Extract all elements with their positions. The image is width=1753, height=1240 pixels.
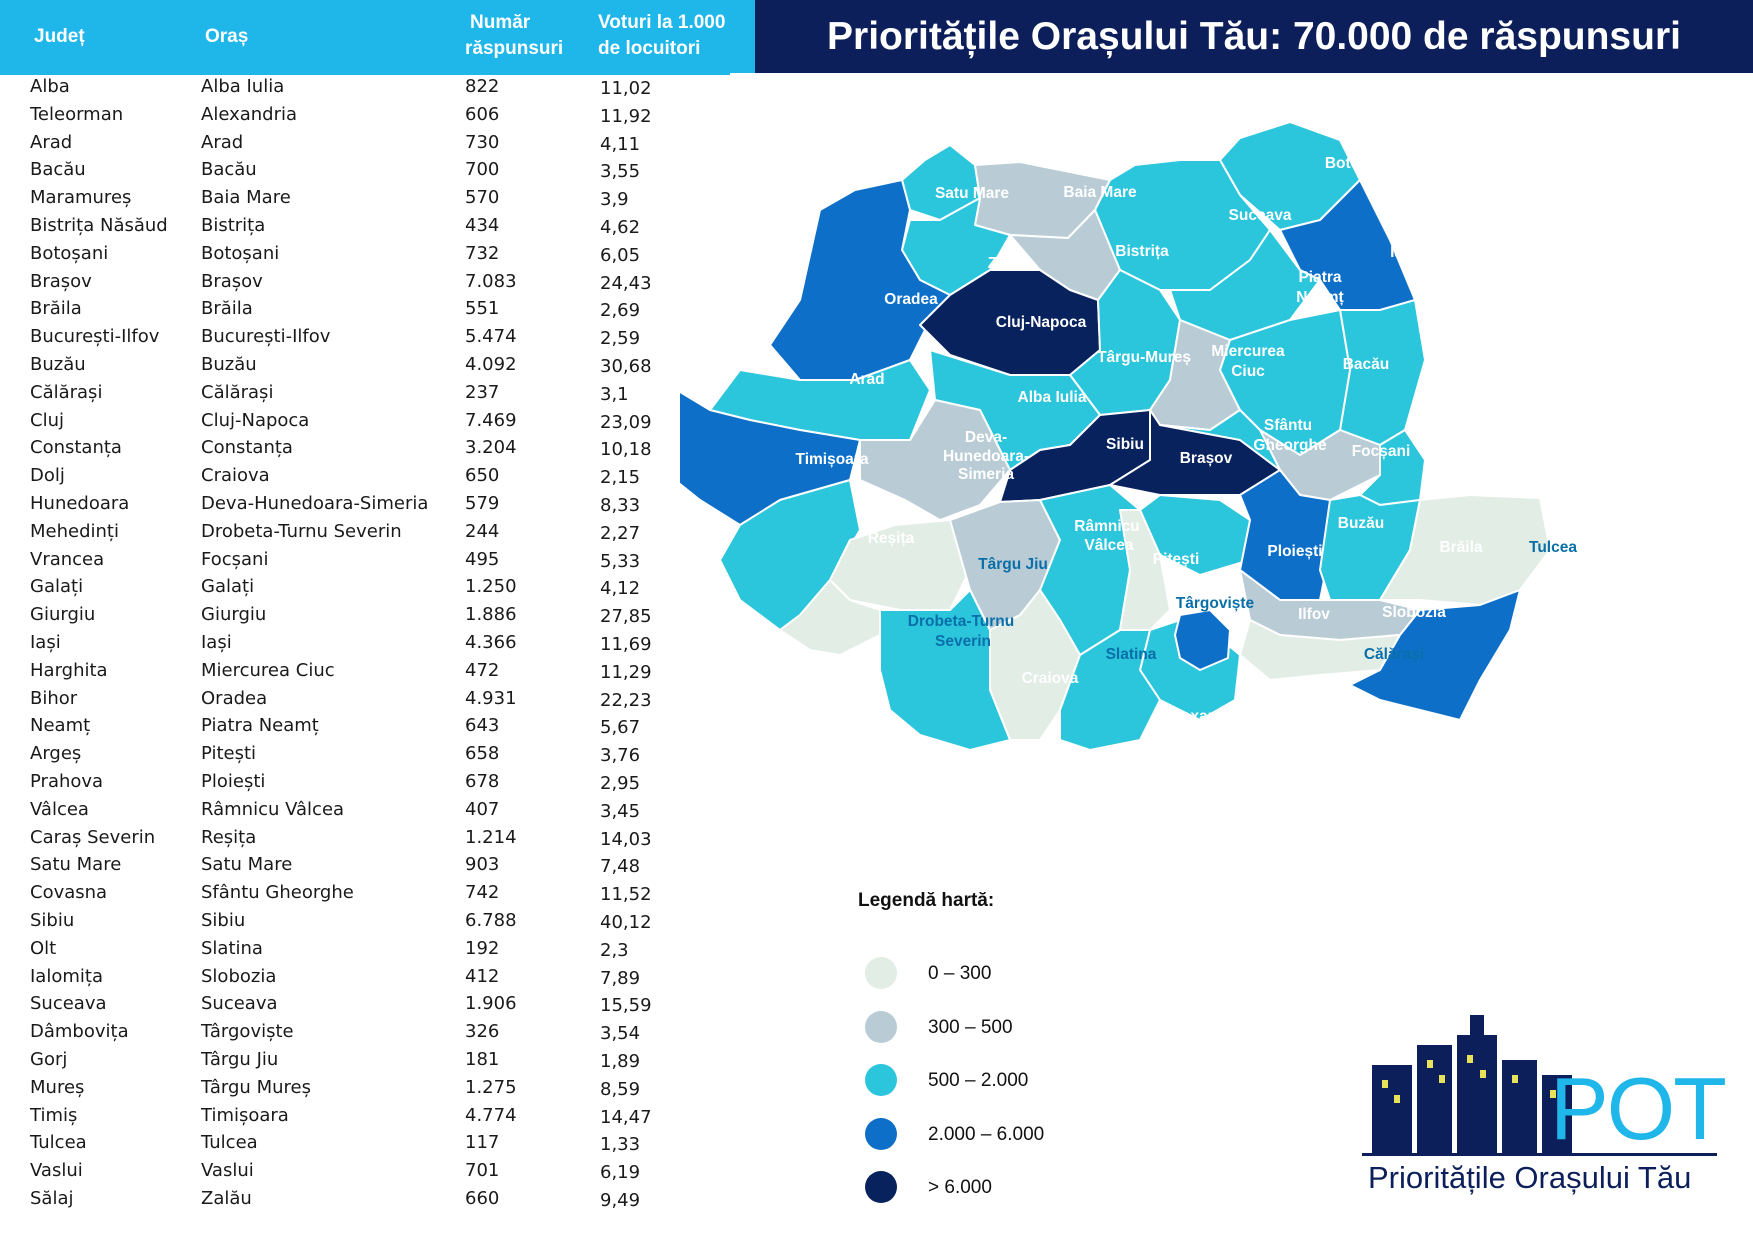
label-targu-mures: Târgu-Mureș xyxy=(1097,349,1191,366)
cell-voturi: 7,48 xyxy=(600,856,641,878)
cell-numar: 1.906 xyxy=(465,993,517,1015)
cell-voturi: 4,12 xyxy=(600,578,641,600)
cell-oras: Baia Mare xyxy=(201,187,291,209)
table-row xyxy=(0,295,755,323)
cell-numar: 903 xyxy=(465,854,500,876)
cell-numar: 434 xyxy=(465,215,500,236)
cell-judet: Timiș xyxy=(30,1104,78,1126)
cell-oras: Brașov xyxy=(201,270,263,292)
legend-title: Legendă hartă: xyxy=(858,890,995,911)
label-giurgiu: Giurgiu xyxy=(1240,679,1296,696)
label-targu-jiu: Târgu Jiu xyxy=(978,556,1048,573)
cell-numar: 1.886 xyxy=(465,604,517,626)
label-iasi: Iași xyxy=(1390,244,1416,261)
col-numar-header-line2: răspunsuri xyxy=(465,38,564,59)
cell-numar: 1.275 xyxy=(465,1076,517,1098)
cell-oras: Focșani xyxy=(201,548,269,570)
cell-oras: Tulcea xyxy=(201,1132,258,1154)
cell-judet: Mehedinți xyxy=(30,520,119,542)
cell-numar: 730 xyxy=(465,131,500,153)
cell-voturi: 11,92 xyxy=(600,105,652,127)
cell-voturi: 24,43 xyxy=(600,272,652,294)
table-row xyxy=(0,907,755,935)
cell-voturi: 3,45 xyxy=(600,800,641,822)
label-focsani: Focșani xyxy=(1351,443,1411,460)
table-row xyxy=(0,824,755,852)
table-row xyxy=(0,212,755,240)
label-constanta: Constanța xyxy=(1478,679,1554,696)
table-row xyxy=(0,1046,755,1074)
cell-voturi: 2,69 xyxy=(600,300,641,322)
cell-voturi: 7,89 xyxy=(600,967,641,989)
cell-voturi: 2,27 xyxy=(600,522,641,544)
table-row xyxy=(0,768,755,796)
table-row xyxy=(0,73,755,101)
table-row xyxy=(0,156,755,184)
table-row xyxy=(0,879,755,907)
cell-judet: Vaslui xyxy=(30,1160,83,1182)
label-sfantu-line2: Gheorghe xyxy=(1253,437,1327,454)
table-row xyxy=(0,434,755,462)
cell-numar: 192 xyxy=(465,937,500,959)
cell-judet: Prahova xyxy=(30,771,104,792)
cell-oras: Deva-Hunedoara-Simeria xyxy=(201,493,429,514)
cell-oras: Piatra Neamț xyxy=(201,715,319,737)
label-tulcea: Tulcea xyxy=(1529,539,1577,556)
label-sibiu: Sibiu xyxy=(1106,436,1144,453)
cell-judet: Arad xyxy=(30,131,73,153)
cell-judet: Vrancea xyxy=(30,548,105,570)
cell-voturi: 3,76 xyxy=(600,745,641,767)
label-ramnicu-line2: Vâlcea xyxy=(1084,537,1134,554)
legend-swatch xyxy=(865,1011,897,1043)
label-slobozia: Slobozia xyxy=(1382,604,1446,621)
table-row xyxy=(0,351,755,379)
label-oradea: Oradea xyxy=(884,291,938,308)
label-ilfov: Ilfov xyxy=(1298,606,1330,623)
cell-judet: Suceava xyxy=(30,993,107,1015)
cell-voturi: 11,02 xyxy=(600,78,652,99)
label-sfantu-line1: Sfântu xyxy=(1263,417,1313,434)
label-calarasi: Călărași xyxy=(1363,646,1425,663)
cell-judet: Neamț xyxy=(30,715,91,737)
label-baia-mare: Baia Mare xyxy=(1063,184,1137,201)
cell-voturi: 2,3 xyxy=(600,939,629,961)
cell-voturi: 14,47 xyxy=(600,1106,652,1128)
cell-voturi: 14,03 xyxy=(600,828,652,850)
label-brasov: Brașov xyxy=(1179,450,1233,467)
cell-judet: Sălaj xyxy=(30,1188,74,1209)
cell-oras: Timișoara xyxy=(201,1104,289,1126)
legend-swatch xyxy=(865,1118,897,1150)
cell-voturi: 40,12 xyxy=(600,912,652,933)
cell-judet: Constanța xyxy=(30,437,122,459)
cell-numar: 701 xyxy=(465,1160,500,1182)
cell-judet: Galați xyxy=(30,576,84,598)
cell-judet: Caraș Severin xyxy=(30,826,156,848)
table-row xyxy=(0,240,755,268)
cell-voturi: 3,54 xyxy=(600,1023,641,1045)
label-targoviste: Târgoviște xyxy=(1175,595,1255,612)
cell-numar: 551 xyxy=(465,298,500,320)
table-row xyxy=(0,1185,755,1213)
cell-oras: Sfântu Gheorghe xyxy=(201,882,354,904)
legend-swatch xyxy=(865,1171,897,1203)
cell-numar: 4.931 xyxy=(465,687,517,709)
label-cluj: Cluj-Napoca xyxy=(995,314,1087,331)
cell-voturi: 15,59 xyxy=(600,995,652,1017)
label-miercurea-line2: Ciuc xyxy=(1231,363,1265,380)
label-alba: Alba Iulia xyxy=(1017,389,1087,406)
label-deva-line1: Deva- xyxy=(964,429,1008,446)
label-suceava: Suceava xyxy=(1228,207,1292,224)
cell-judet: Bihor xyxy=(30,687,78,709)
legend-label: 500 – 2.000 xyxy=(928,1070,1029,1091)
cell-numar: 244 xyxy=(465,520,500,542)
label-braila: Brăila xyxy=(1439,539,1483,556)
table-row xyxy=(0,990,755,1018)
logo-acronym: POT xyxy=(1550,1059,1725,1158)
table-row xyxy=(0,1129,755,1157)
cell-numar: 700 xyxy=(465,159,500,181)
label-craiova: Craiova xyxy=(1021,670,1079,687)
cell-numar: 4.092 xyxy=(465,354,517,375)
cell-numar: 7.083 xyxy=(465,270,517,292)
cell-voturi: 23,09 xyxy=(600,411,652,433)
table-row xyxy=(0,268,755,296)
cell-oras: Arad xyxy=(201,131,244,153)
cell-oras: Brăila xyxy=(201,298,253,320)
cell-numar: 606 xyxy=(465,103,500,125)
cell-judet: Brăila xyxy=(30,298,82,320)
cell-numar: 472 xyxy=(465,659,500,681)
logo-tagline: Prioritățile Orașului Tău xyxy=(1368,1160,1692,1195)
cell-oras: Râmnicu Vâlcea xyxy=(201,798,345,820)
cell-oras: Reșița xyxy=(201,826,257,848)
table-row xyxy=(0,601,755,629)
cell-voturi: 3,9 xyxy=(600,189,629,211)
cell-voturi: 9,49 xyxy=(600,1190,641,1211)
cell-voturi: 8,33 xyxy=(600,495,641,516)
label-drobeta-line2: Severin xyxy=(934,633,992,650)
label-vaslui: Vaslui xyxy=(1443,340,1489,357)
cell-voturi: 2,59 xyxy=(600,328,641,350)
cell-oras: Ploiești xyxy=(201,771,266,792)
cell-judet: Satu Mare xyxy=(30,854,122,876)
cell-voturi: 1,89 xyxy=(600,1051,641,1072)
cell-oras: Giurgiu xyxy=(201,604,267,626)
cell-judet: Covasna xyxy=(30,882,108,904)
cell-numar: 326 xyxy=(465,1021,500,1043)
legend-label: 0 – 300 xyxy=(928,963,992,984)
table-row xyxy=(0,963,755,991)
cell-voturi: 1,33 xyxy=(600,1134,641,1156)
table-row xyxy=(0,685,755,713)
cell-judet: Mureș xyxy=(30,1076,85,1098)
label-ramnicu-line1: Râmnicu xyxy=(1074,518,1140,535)
col-voturi-header-line2: de locuitori xyxy=(598,38,701,59)
cell-numar: 412 xyxy=(465,965,500,987)
cell-numar: 579 xyxy=(465,493,500,514)
cell-judet: Botoșani xyxy=(30,242,109,264)
table-row xyxy=(0,935,755,963)
cell-oras: Buzău xyxy=(201,354,257,375)
cell-judet: Călărași xyxy=(30,381,103,403)
cell-voturi: 11,29 xyxy=(600,661,652,683)
table-row xyxy=(0,518,755,546)
cell-judet: Buzău xyxy=(30,354,86,375)
table-row xyxy=(0,1102,755,1130)
table-row xyxy=(0,629,755,657)
cell-oras: Suceava xyxy=(201,993,278,1015)
cell-oras: Târgu Mureș xyxy=(201,1076,311,1098)
cell-numar: 4.366 xyxy=(465,632,517,653)
cell-oras: Miercurea Ciuc xyxy=(201,659,335,681)
cell-oras: Alba Iulia xyxy=(201,76,285,97)
cell-judet: Ialomița xyxy=(30,965,103,987)
cell-judet: Harghita xyxy=(30,659,108,681)
cell-oras: Pitești xyxy=(201,743,257,765)
cell-numar: 822 xyxy=(465,76,500,97)
cell-numar: 237 xyxy=(465,381,500,403)
table-row xyxy=(0,323,755,351)
label-botosani: Botoșani xyxy=(1324,155,1392,172)
label-satu-mare: Satu Mare xyxy=(934,185,1010,202)
table-row xyxy=(0,1018,755,1046)
cell-numar: 650 xyxy=(465,465,500,487)
label-bistrita: Bistrița xyxy=(1115,243,1169,260)
label-pitesti: Pitești xyxy=(1152,551,1200,568)
table-row xyxy=(0,740,755,768)
legend-label: 300 – 500 xyxy=(928,1016,1013,1038)
cell-oras: Iași xyxy=(201,632,232,653)
label-deva-line3: Simeria xyxy=(957,466,1015,483)
cell-judet: Gorj xyxy=(30,1049,68,1070)
cell-voturi: 4,62 xyxy=(600,217,641,238)
cell-numar: 1.214 xyxy=(465,826,517,848)
cell-oras: Târgoviște xyxy=(201,1021,294,1043)
map-region-ilfov xyxy=(1175,610,1230,670)
cell-numar: 407 xyxy=(465,798,500,820)
cell-judet: Hunedoara xyxy=(30,493,130,514)
cell-numar: 3.204 xyxy=(465,437,517,459)
table-row xyxy=(0,379,755,407)
cell-oras: Constanța xyxy=(201,437,293,459)
table-row xyxy=(0,462,755,490)
cell-numar: 5.474 xyxy=(465,326,517,348)
cell-numar: 117 xyxy=(465,1132,500,1154)
cell-oras: Craiova xyxy=(201,465,270,487)
cell-oras: Vaslui xyxy=(201,1160,254,1182)
label-buzau: Buzău xyxy=(1337,515,1385,532)
cell-numar: 732 xyxy=(465,242,500,264)
cell-numar: 742 xyxy=(465,882,500,904)
label-piatra-line1: Piatra xyxy=(1298,269,1342,286)
table-row xyxy=(0,129,755,157)
cell-voturi: 2,95 xyxy=(600,773,641,794)
cell-voturi: 11,69 xyxy=(600,634,652,655)
cell-numar: 678 xyxy=(465,771,500,792)
cell-numar: 495 xyxy=(465,548,500,570)
cell-oras: Drobeta-Turnu Severin xyxy=(201,520,402,542)
label-ploiesti: Ploiești xyxy=(1267,543,1323,560)
cell-judet: Bacău xyxy=(30,159,86,181)
cell-voturi: 11,52 xyxy=(600,884,652,906)
label-miercurea-line1: Miercurea xyxy=(1211,343,1285,360)
cell-oras: Târgu Jiu xyxy=(201,1049,279,1070)
table-row xyxy=(0,490,755,518)
table-row xyxy=(0,573,755,601)
cell-judet: Cluj xyxy=(30,409,64,431)
label-galati: Galați xyxy=(1443,449,1487,466)
table-row xyxy=(0,851,755,879)
cell-voturi: 6,05 xyxy=(600,244,641,266)
cell-judet: Giurgiu xyxy=(30,604,96,626)
label-alexandria: Alexandria xyxy=(1166,708,1246,725)
table-row xyxy=(0,101,755,129)
cell-judet: Olt xyxy=(30,937,57,959)
cell-numar: 4.774 xyxy=(465,1104,517,1126)
cell-voturi: 3,55 xyxy=(600,161,641,183)
cell-voturi: 8,59 xyxy=(600,1078,641,1100)
cell-voturi: 6,19 xyxy=(600,1162,641,1184)
label-arad: Arad xyxy=(849,371,885,388)
cell-oras: Bacău xyxy=(201,159,257,181)
cell-judet: Bistrița Năsăud xyxy=(30,215,168,236)
cell-numar: 6.788 xyxy=(465,910,517,931)
legend-label: 2.000 – 6.000 xyxy=(928,1123,1045,1145)
label-bacau: Bacău xyxy=(1342,356,1390,373)
cell-voturi: 5,67 xyxy=(600,717,641,739)
cell-voturi: 27,85 xyxy=(600,606,652,628)
cell-oras: Botoșani xyxy=(201,242,280,264)
cell-voturi: 4,11 xyxy=(600,133,641,155)
cell-judet: Iași xyxy=(30,632,61,653)
cell-numar: 643 xyxy=(465,715,500,737)
cell-voturi: 10,18 xyxy=(600,439,652,461)
cell-judet: Sibiu xyxy=(30,910,75,931)
table-row xyxy=(0,407,755,435)
cell-oras: Bistrița xyxy=(201,215,266,236)
cell-oras: București-Ilfov xyxy=(201,326,331,348)
col-numar-header-line1: Număr xyxy=(470,12,531,33)
cell-judet: Alba xyxy=(30,76,70,97)
cell-oras: Cluj-Napoca xyxy=(201,409,310,431)
cell-voturi: 5,33 xyxy=(600,550,641,572)
cell-voturi: 30,68 xyxy=(600,356,652,377)
table-header xyxy=(0,0,755,73)
cell-oras: Oradea xyxy=(201,687,268,709)
cell-judet: Dâmbovița xyxy=(30,1021,129,1043)
table-row xyxy=(0,1157,755,1185)
cell-oras: Slatina xyxy=(201,937,263,959)
cell-judet: Dolj xyxy=(30,465,65,487)
cell-numar: 570 xyxy=(465,187,500,209)
table-row xyxy=(0,796,755,824)
label-deva-line2: Hunedoara- xyxy=(942,448,1030,465)
cell-oras: Sibiu xyxy=(201,910,246,931)
cell-judet: București-Ilfov xyxy=(30,326,160,348)
cell-oras: Satu Mare xyxy=(201,854,293,876)
legend-swatch xyxy=(865,1064,897,1096)
table-row xyxy=(0,657,755,685)
label-zalau: Zalău xyxy=(987,255,1029,272)
legend-swatch xyxy=(865,957,897,989)
cell-judet: Tulcea xyxy=(30,1132,87,1154)
legend-label: > 6.000 xyxy=(928,1177,992,1198)
col-judet-header: Județ xyxy=(34,26,85,47)
title-bar xyxy=(755,0,1753,73)
cell-voturi: 2,15 xyxy=(600,467,641,489)
table-row xyxy=(0,712,755,740)
cell-numar: 658 xyxy=(465,743,500,765)
romania-county-map xyxy=(680,110,1753,850)
page-title: Prioritățile Orașului Tău: 70.000 de răspunsuri xyxy=(827,15,1681,58)
cell-numar: 7.469 xyxy=(465,409,517,431)
label-resita: Reșița xyxy=(867,530,915,547)
cell-oras: Slobozia xyxy=(201,965,277,987)
table-row xyxy=(0,184,755,212)
cell-judet: Maramureș xyxy=(30,187,132,209)
cell-numar: 1.250 xyxy=(465,576,517,598)
col-voturi-header-line1: Voturi la 1.000 xyxy=(598,12,726,33)
cell-numar: 660 xyxy=(465,1188,500,1209)
label-drobeta-line1: Drobeta-Turnu xyxy=(907,613,1015,630)
label-piatra-line2: Neamț xyxy=(1296,289,1344,306)
cell-voturi: 3,1 xyxy=(600,383,629,405)
cell-judet: Teleorman xyxy=(30,103,124,125)
cell-oras: Zalău xyxy=(201,1188,252,1209)
cell-oras: Alexandria xyxy=(201,103,298,125)
col-oras-header: Oraș xyxy=(205,26,249,47)
cell-judet: Vâlcea xyxy=(30,798,89,820)
table-row xyxy=(0,1074,755,1102)
cell-voturi: 22,23 xyxy=(600,689,652,711)
label-timisoara: Timișoara xyxy=(795,451,869,468)
label-slatina: Slatina xyxy=(1105,646,1157,663)
cell-oras: Galați xyxy=(201,576,255,598)
table-row xyxy=(0,546,755,574)
cell-numar: 181 xyxy=(465,1049,500,1070)
cell-judet: Argeș xyxy=(30,743,82,765)
cell-oras: Călărași xyxy=(201,381,274,403)
cell-judet: Brașov xyxy=(30,270,92,292)
